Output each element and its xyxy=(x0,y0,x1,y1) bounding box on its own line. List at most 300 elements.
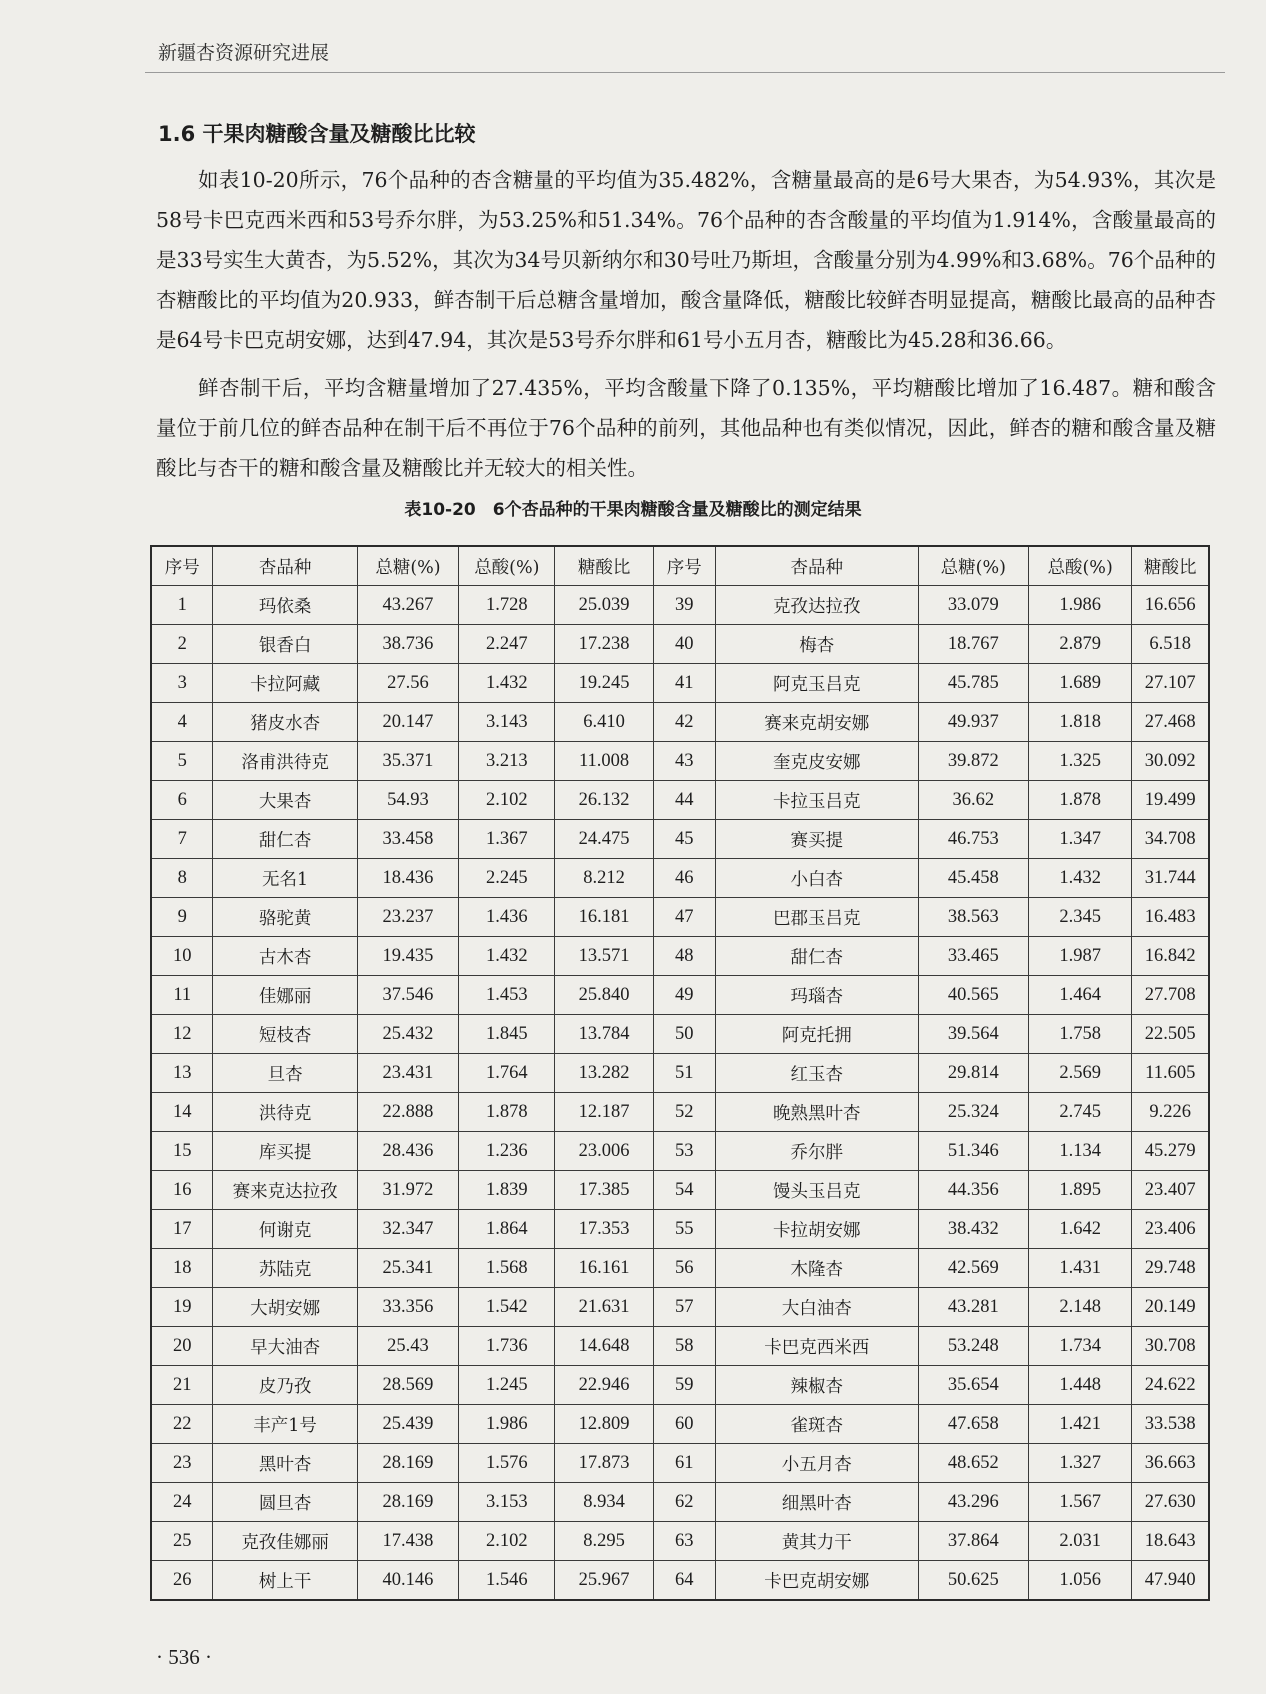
table-cell: 25.43 xyxy=(357,1327,459,1366)
table-cell: 卡拉玉吕克 xyxy=(715,781,918,820)
table-cell: 1.568 xyxy=(459,1249,555,1288)
table-cell: 38.736 xyxy=(357,625,459,664)
table-cell: 17.873 xyxy=(555,1444,653,1483)
table-cell: 35.371 xyxy=(357,742,459,781)
table-cell: 24.622 xyxy=(1132,1366,1209,1405)
table-cell: 23.406 xyxy=(1132,1210,1209,1249)
table-cell: 10 xyxy=(151,937,213,976)
table-cell: 12 xyxy=(151,1015,213,1054)
page-number: · 536 · xyxy=(156,1645,212,1669)
table-row xyxy=(151,1015,1209,1054)
table-cell: 洪待克 xyxy=(213,1093,357,1132)
table-cell: 39.564 xyxy=(918,1015,1028,1054)
table-cell: 8.212 xyxy=(555,859,653,898)
table-cell: 晚熟黑叶杏 xyxy=(715,1093,918,1132)
table-cell: 2.102 xyxy=(459,781,555,820)
table-cell: 50 xyxy=(653,1015,715,1054)
table-cell: 33.538 xyxy=(1132,1405,1209,1444)
table-cell: 古木杏 xyxy=(213,937,357,976)
column-header: 杏品种 xyxy=(213,546,357,586)
table-cell: 16.656 xyxy=(1132,586,1209,625)
table-cell: 库买提 xyxy=(213,1132,357,1171)
table-cell: 18 xyxy=(151,1249,213,1288)
table-row xyxy=(151,859,1209,898)
table-cell: 阿克玉吕克 xyxy=(715,664,918,703)
table-cell: 38.563 xyxy=(918,898,1028,937)
table-cell: 56 xyxy=(653,1249,715,1288)
table-cell: 2.031 xyxy=(1028,1522,1132,1561)
table-cell: 49 xyxy=(653,976,715,1015)
table-cell: 圆旦杏 xyxy=(213,1483,357,1522)
table-cell: 2.247 xyxy=(459,625,555,664)
table-cell: 13.784 xyxy=(555,1015,653,1054)
table-row xyxy=(151,1249,1209,1288)
table-cell: 1.367 xyxy=(459,820,555,859)
table-cell: 14.648 xyxy=(555,1327,653,1366)
table-cell: 大白油杏 xyxy=(715,1288,918,1327)
table-row xyxy=(151,1327,1209,1366)
table-cell: 6.518 xyxy=(1132,625,1209,664)
table-cell: 1 xyxy=(151,586,213,625)
table-cell: 21 xyxy=(151,1366,213,1405)
table-cell: 赛来克达拉孜 xyxy=(213,1171,357,1210)
table-cell: 45.279 xyxy=(1132,1132,1209,1171)
table-cell: 阿克托拥 xyxy=(715,1015,918,1054)
table-cell: 37.546 xyxy=(357,976,459,1015)
table-cell: 2.569 xyxy=(1028,1054,1132,1093)
table-cell: 22.946 xyxy=(555,1366,653,1405)
table-cell: 19.435 xyxy=(357,937,459,976)
table-cell: 58 xyxy=(653,1327,715,1366)
table-cell: 1.689 xyxy=(1028,664,1132,703)
table-cell: 31.744 xyxy=(1132,859,1209,898)
table-cell: 17.438 xyxy=(357,1522,459,1561)
table-cell: 骆驼黄 xyxy=(213,898,357,937)
table-cell: 乔尔胖 xyxy=(715,1132,918,1171)
table-cell: 8 xyxy=(151,859,213,898)
table-cell: 40.565 xyxy=(918,976,1028,1015)
column-header: 总糖(%) xyxy=(357,546,459,586)
table-cell: 佳娜丽 xyxy=(213,976,357,1015)
table-cell: 2.102 xyxy=(459,1522,555,1561)
table-cell: 小五月杏 xyxy=(715,1444,918,1483)
table-cell: 43.296 xyxy=(918,1483,1028,1522)
table-cell: 卡巴克西米西 xyxy=(715,1327,918,1366)
table-cell: 64 xyxy=(653,1561,715,1601)
table-cell: 何谢克 xyxy=(213,1210,357,1249)
table-cell: 43.267 xyxy=(357,586,459,625)
table-row xyxy=(151,1483,1209,1522)
table-cell: 卡拉胡安娜 xyxy=(715,1210,918,1249)
table-cell: 53 xyxy=(653,1132,715,1171)
paragraph-2: 鲜杏制干后，平均含糖量增加了27.435%，平均含酸量下降了0.135%，平均糖酸比增加了16.487。糖和酸含量位于前几位的鲜杏品种在制干后不再位于76个品种的前列，其他品种也有类似情况，因此，鲜杏的糖和酸含量及糖酸比与杏干的糖和酸含量及糖酸比并无较大的相关性。 xyxy=(156,376,1216,480)
table-cell: 35.654 xyxy=(918,1366,1028,1405)
table-row xyxy=(151,1171,1209,1210)
table-cell: 2.148 xyxy=(1028,1288,1132,1327)
table-cell: 短枝杏 xyxy=(213,1015,357,1054)
table-cell: 6 xyxy=(151,781,213,820)
table-cell: 雀斑杏 xyxy=(715,1405,918,1444)
table-cell: 47 xyxy=(653,898,715,937)
table-cell: 19.499 xyxy=(1132,781,1209,820)
table-cell: 赛来克胡安娜 xyxy=(715,703,918,742)
table-cell: 1.421 xyxy=(1028,1405,1132,1444)
table-cell: 1.878 xyxy=(1028,781,1132,820)
table-caption: 表10-20 6个杏品种的干果肉糖酸含量及糖酸比的测定结果 xyxy=(404,500,862,520)
table-row xyxy=(151,1366,1209,1405)
table-cell: 29.814 xyxy=(918,1054,1028,1093)
table-cell: 23.407 xyxy=(1132,1171,1209,1210)
table-cell: 40 xyxy=(653,625,715,664)
table-cell: 59 xyxy=(653,1366,715,1405)
table-cell: 1.546 xyxy=(459,1561,555,1601)
table-cell: 22.505 xyxy=(1132,1015,1209,1054)
table-cell: 1.134 xyxy=(1028,1132,1132,1171)
table-cell: 1.432 xyxy=(459,937,555,976)
column-header: 糖酸比 xyxy=(555,546,653,586)
table-cell: 18.436 xyxy=(357,859,459,898)
table-cell: 23.006 xyxy=(555,1132,653,1171)
table-cell: 1.464 xyxy=(1028,976,1132,1015)
table-cell: 1.987 xyxy=(1028,937,1132,976)
table-cell: 33.465 xyxy=(918,937,1028,976)
table-cell: 13.571 xyxy=(555,937,653,976)
table-cell: 1.245 xyxy=(459,1366,555,1405)
table-cell: 16.483 xyxy=(1132,898,1209,937)
table-cell: 27.468 xyxy=(1132,703,1209,742)
table-cell: 54.93 xyxy=(357,781,459,820)
table-header-row xyxy=(151,546,1209,586)
table-cell: 33.458 xyxy=(357,820,459,859)
table-cell: 54 xyxy=(653,1171,715,1210)
table-cell: 25.324 xyxy=(918,1093,1028,1132)
table-cell: 11.008 xyxy=(555,742,653,781)
table-cell: 无名1 xyxy=(213,859,357,898)
table-cell: 27.708 xyxy=(1132,976,1209,1015)
table-cell: 49.937 xyxy=(918,703,1028,742)
table-cell: 1.432 xyxy=(459,664,555,703)
table-cell: 18.767 xyxy=(918,625,1028,664)
table-cell: 梅杏 xyxy=(715,625,918,664)
table-cell: 44.356 xyxy=(918,1171,1028,1210)
table-cell: 25.840 xyxy=(555,976,653,1015)
table-cell: 48.652 xyxy=(918,1444,1028,1483)
table-cell: 44 xyxy=(653,781,715,820)
table-cell: 奎克皮安娜 xyxy=(715,742,918,781)
table-cell: 47.658 xyxy=(918,1405,1028,1444)
table-cell: 37.864 xyxy=(918,1522,1028,1561)
table-cell: 24.475 xyxy=(555,820,653,859)
table-cell: 36.663 xyxy=(1132,1444,1209,1483)
table-cell: 34.708 xyxy=(1132,820,1209,859)
table-cell: 黑叶杏 xyxy=(213,1444,357,1483)
table-cell: 25.341 xyxy=(357,1249,459,1288)
table-row xyxy=(151,1561,1209,1601)
table-cell: 32.347 xyxy=(357,1210,459,1249)
table-cell: 克孜达拉孜 xyxy=(715,586,918,625)
table-cell: 1.453 xyxy=(459,976,555,1015)
table-row xyxy=(151,1444,1209,1483)
table-cell: 甜仁杏 xyxy=(213,820,357,859)
table-row xyxy=(151,1522,1209,1561)
table-cell: 1.567 xyxy=(1028,1483,1132,1522)
table-cell: 3.143 xyxy=(459,703,555,742)
table-cell: 2.245 xyxy=(459,859,555,898)
table-cell: 25.439 xyxy=(357,1405,459,1444)
table-cell: 1.736 xyxy=(459,1327,555,1366)
table-cell: 29.748 xyxy=(1132,1249,1209,1288)
table-cell: 1.734 xyxy=(1028,1327,1132,1366)
table-cell: 1.895 xyxy=(1028,1171,1132,1210)
table-cell: 16 xyxy=(151,1171,213,1210)
table-cell: 6.410 xyxy=(555,703,653,742)
table-cell: 洛甫洪待克 xyxy=(213,742,357,781)
table-row xyxy=(151,781,1209,820)
table-cell: 51 xyxy=(653,1054,715,1093)
table-cell: 60 xyxy=(653,1405,715,1444)
table-cell: 3 xyxy=(151,664,213,703)
table-row xyxy=(151,1288,1209,1327)
table-cell: 25.432 xyxy=(357,1015,459,1054)
table-cell: 55 xyxy=(653,1210,715,1249)
table-row xyxy=(151,937,1209,976)
table-cell: 41 xyxy=(653,664,715,703)
table-cell: 1.818 xyxy=(1028,703,1132,742)
table-cell: 43 xyxy=(653,742,715,781)
table-cell: 16.161 xyxy=(555,1249,653,1288)
table-cell: 苏陆克 xyxy=(213,1249,357,1288)
table-cell: 辣椒杏 xyxy=(715,1366,918,1405)
table-cell: 1.436 xyxy=(459,898,555,937)
table-cell: 1.576 xyxy=(459,1444,555,1483)
table-cell: 3.153 xyxy=(459,1483,555,1522)
table-cell: 40.146 xyxy=(357,1561,459,1601)
table-cell: 61 xyxy=(653,1444,715,1483)
data-table xyxy=(150,545,1210,1601)
table-cell: 30.092 xyxy=(1132,742,1209,781)
table-cell: 1.728 xyxy=(459,586,555,625)
table-cell: 9.226 xyxy=(1132,1093,1209,1132)
table-cell: 42.569 xyxy=(918,1249,1028,1288)
table-cell: 13 xyxy=(151,1054,213,1093)
table-cell: 16.842 xyxy=(1132,937,1209,976)
table-cell: 卡拉阿藏 xyxy=(213,664,357,703)
table-row xyxy=(151,1405,1209,1444)
table-cell: 36.62 xyxy=(918,781,1028,820)
table-row xyxy=(151,742,1209,781)
table-cell: 旦杏 xyxy=(213,1054,357,1093)
table-cell: 大果杏 xyxy=(213,781,357,820)
table-cell: 赛买提 xyxy=(715,820,918,859)
table-cell: 1.448 xyxy=(1028,1366,1132,1405)
table-cell: 细黑叶杏 xyxy=(715,1483,918,1522)
table-cell: 16.181 xyxy=(555,898,653,937)
table-cell: 馒头玉吕克 xyxy=(715,1171,918,1210)
column-header: 序号 xyxy=(151,546,213,586)
table-cell: 4 xyxy=(151,703,213,742)
table-cell: 11 xyxy=(151,976,213,1015)
running-head: 新疆杏资源研究进展 xyxy=(158,42,330,64)
table-row xyxy=(151,625,1209,664)
table-cell: 15 xyxy=(151,1132,213,1171)
table-cell: 甜仁杏 xyxy=(715,937,918,976)
table-cell: 克孜佳娜丽 xyxy=(213,1522,357,1561)
table-cell: 21.631 xyxy=(555,1288,653,1327)
table-cell: 1.845 xyxy=(459,1015,555,1054)
table-cell: 玛依桑 xyxy=(213,586,357,625)
table-cell: 23.237 xyxy=(357,898,459,937)
table-row xyxy=(151,898,1209,937)
table-row xyxy=(151,1054,1209,1093)
table-cell: 20.147 xyxy=(357,703,459,742)
table-cell: 1.764 xyxy=(459,1054,555,1093)
table-cell: 1.347 xyxy=(1028,820,1132,859)
table-cell: 猪皮水杏 xyxy=(213,703,357,742)
table-cell: 39.872 xyxy=(918,742,1028,781)
table-cell: 23.431 xyxy=(357,1054,459,1093)
table-cell: 1.236 xyxy=(459,1132,555,1171)
table-cell: 黄其力干 xyxy=(715,1522,918,1561)
table-cell: 丰产1号 xyxy=(213,1405,357,1444)
table-cell: 1.986 xyxy=(459,1405,555,1444)
table-cell: 1.056 xyxy=(1028,1561,1132,1601)
table-cell: 19.245 xyxy=(555,664,653,703)
table-cell: 11.605 xyxy=(1132,1054,1209,1093)
table-cell: 20.149 xyxy=(1132,1288,1209,1327)
table-cell: 木隆杏 xyxy=(715,1249,918,1288)
column-header: 杏品种 xyxy=(715,546,918,586)
table-cell: 1.864 xyxy=(459,1210,555,1249)
table-cell: 小白杏 xyxy=(715,859,918,898)
table-cell: 28.169 xyxy=(357,1444,459,1483)
table-cell: 8.934 xyxy=(555,1483,653,1522)
table-cell: 47.940 xyxy=(1132,1561,1209,1601)
table-cell: 1.327 xyxy=(1028,1444,1132,1483)
table-cell: 27.56 xyxy=(357,664,459,703)
table-cell: 25.967 xyxy=(555,1561,653,1601)
column-header: 总酸(%) xyxy=(459,546,555,586)
table-row xyxy=(151,703,1209,742)
table-body xyxy=(151,586,1209,1601)
table-cell: 46.753 xyxy=(918,820,1028,859)
table-cell: 1.758 xyxy=(1028,1015,1132,1054)
table-cell: 1.642 xyxy=(1028,1210,1132,1249)
column-header: 序号 xyxy=(653,546,715,586)
table-cell: 银香白 xyxy=(213,625,357,664)
table-cell: 45.458 xyxy=(918,859,1028,898)
table-cell: 2.345 xyxy=(1028,898,1132,937)
table-cell: 39 xyxy=(653,586,715,625)
table-cell: 17.353 xyxy=(555,1210,653,1249)
table-cell: 玛瑙杏 xyxy=(715,976,918,1015)
table-cell: 3.213 xyxy=(459,742,555,781)
table-cell: 1.542 xyxy=(459,1288,555,1327)
table-row xyxy=(151,1093,1209,1132)
table-cell: 卡巴克胡安娜 xyxy=(715,1561,918,1601)
table-cell: 62 xyxy=(653,1483,715,1522)
table-cell: 30.708 xyxy=(1132,1327,1209,1366)
table-cell: 1.431 xyxy=(1028,1249,1132,1288)
table-cell: 1.839 xyxy=(459,1171,555,1210)
table-cell: 2.745 xyxy=(1028,1093,1132,1132)
table-cell: 20 xyxy=(151,1327,213,1366)
table-cell: 皮乃孜 xyxy=(213,1366,357,1405)
table-cell: 43.281 xyxy=(918,1288,1028,1327)
table-cell: 17.238 xyxy=(555,625,653,664)
table-cell: 50.625 xyxy=(918,1561,1028,1601)
table-cell: 22 xyxy=(151,1405,213,1444)
table-cell: 8.295 xyxy=(555,1522,653,1561)
table-cell: 26.132 xyxy=(555,781,653,820)
table-cell: 14 xyxy=(151,1093,213,1132)
table-cell: 22.888 xyxy=(357,1093,459,1132)
table-cell: 19 xyxy=(151,1288,213,1327)
table-cell: 26 xyxy=(151,1561,213,1601)
table-cell: 24 xyxy=(151,1483,213,1522)
data-table-container xyxy=(150,545,1210,1601)
table-cell: 9 xyxy=(151,898,213,937)
table-cell: 1.432 xyxy=(1028,859,1132,898)
table-cell: 23 xyxy=(151,1444,213,1483)
table-cell: 1.325 xyxy=(1028,742,1132,781)
table-cell: 28.169 xyxy=(357,1483,459,1522)
table-cell: 1.878 xyxy=(459,1093,555,1132)
table-row xyxy=(151,586,1209,625)
table-cell: 7 xyxy=(151,820,213,859)
table-row xyxy=(151,1132,1209,1171)
table-cell: 巴郡玉吕克 xyxy=(715,898,918,937)
table-cell: 17 xyxy=(151,1210,213,1249)
table-cell: 1.986 xyxy=(1028,586,1132,625)
table-cell: 树上干 xyxy=(213,1561,357,1601)
table-cell: 63 xyxy=(653,1522,715,1561)
table-cell: 45 xyxy=(653,820,715,859)
table-row xyxy=(151,664,1209,703)
table-cell: 38.432 xyxy=(918,1210,1028,1249)
table-cell: 25 xyxy=(151,1522,213,1561)
table-cell: 大胡安娜 xyxy=(213,1288,357,1327)
table-cell: 5 xyxy=(151,742,213,781)
table-cell: 25.039 xyxy=(555,586,653,625)
table-cell: 46 xyxy=(653,859,715,898)
table-row xyxy=(151,1210,1209,1249)
table-cell: 42 xyxy=(653,703,715,742)
table-cell: 53.248 xyxy=(918,1327,1028,1366)
table-cell: 31.972 xyxy=(357,1171,459,1210)
table-cell: 2.879 xyxy=(1028,625,1132,664)
table-cell: 13.282 xyxy=(555,1054,653,1093)
table-cell: 12.809 xyxy=(555,1405,653,1444)
table-cell: 27.107 xyxy=(1132,664,1209,703)
table-row xyxy=(151,976,1209,1015)
table-cell: 33.356 xyxy=(357,1288,459,1327)
table-cell: 28.436 xyxy=(357,1132,459,1171)
table-cell: 51.346 xyxy=(918,1132,1028,1171)
table-cell: 18.643 xyxy=(1132,1522,1209,1561)
section-heading: 1.6 干果肉糖酸含量及糖酸比比较 xyxy=(158,122,476,146)
table-cell: 27.630 xyxy=(1132,1483,1209,1522)
table-cell: 33.079 xyxy=(918,586,1028,625)
paragraph-1: 如表10-20所示，76个品种的杏含糖量的平均值为35.482%，含糖量最高的是6号大果杏，为54.93%，其次是58号卡巴克西米西和53号乔尔胖，为53.25%和51.34%。76个品种的杏含酸量的平均值为1.914%，含酸量最高的是33号实生大黄杏，为5.52%，其次为34号贝新纳尔和30号吐乃斯坦，含酸量分别为4.99%和3.68%。76个品种的杏糖酸比的平均值为20.933，鲜杏制干后总糖含量增加，酸含量降低，糖酸比较鲜杏明显提高，糖酸比最高的品种杏是64号卡巴克胡安娜，达到47.94，其次是53号乔尔胖和61号小五月杏，糖酸比为45.28和36.66。 xyxy=(156,168,1216,352)
table-cell: 红玉杏 xyxy=(715,1054,918,1093)
column-header: 总糖(%) xyxy=(918,546,1028,586)
table-cell: 45.785 xyxy=(918,664,1028,703)
table-cell: 12.187 xyxy=(555,1093,653,1132)
table-cell: 2 xyxy=(151,625,213,664)
table-cell: 48 xyxy=(653,937,715,976)
table-row xyxy=(151,820,1209,859)
column-header: 总酸(%) xyxy=(1028,546,1132,586)
